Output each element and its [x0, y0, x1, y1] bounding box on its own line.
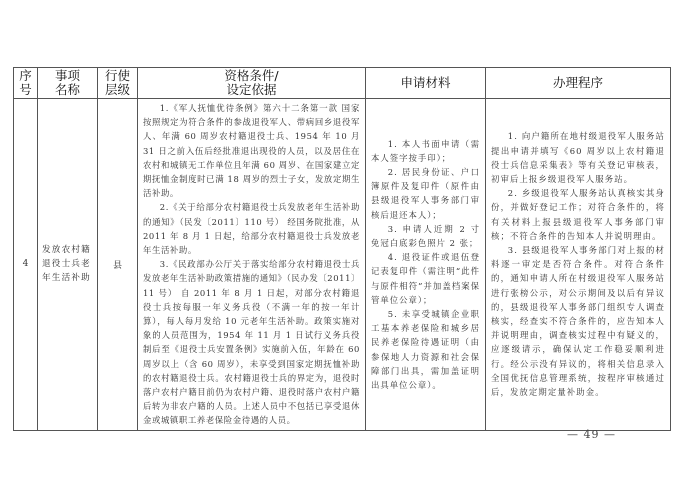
materials-item: 3. 申请人近期 2 寸免冠白底彩色照片 2 张； [371, 223, 480, 248]
row-level: 县 [98, 99, 138, 431]
header-item-name [38, 68, 98, 99]
header-seq-line1: 序 [19, 68, 32, 83]
header-level-line1: 行使 [104, 68, 130, 83]
materials-item: 2. 居民身份证、户口簿原件及复印件（原件由县级退役军人事务部门审核后退还本人）； [371, 166, 480, 220]
procedure-step: 2. 乡级退役军人服务站认真核实其身份，并做好登记工作；对符合条件的，将有关材料上报县级退役军人事务部门审核；不符合条件的告知本人并说明理由。 [491, 188, 665, 241]
basis-paragraph: 3.《民政部办公厅关于落实给部分农村籍退役士兵发放老年生活补助政策措施的通知》（民办发〔2011〕11 号） 自 2011 年 8 月 1 日起，对部分农村籍退役士兵按每服一年义务兵役（不满一年的按一年计算），每人每月发给 10 元老年生活补助。政策实施对象的人员范围为，1954 年 11 月 1 日试行义务兵役制后至《退役士兵安置条例》实施前入伍，年龄在 60 周岁以上（含 60 周岁），未享受到国家定期抚恤补助的农村籍退役士兵。农村籍退役士兵的界定为，退役时落户农村户籍目前仍为农村户籍、退役时落户农村户籍后转为非农户籍的人员。上述人员中不包括已享受退休金或城镇职工养老保险金待遇的人员。 [143, 259, 360, 426]
table-row [14, 99, 671, 431]
header-basis [138, 68, 366, 99]
materials-item: 4. 退役证件或退伍登记表复印件（需注明“此件与原件相符”并加盖档案保管单位公章）； [371, 252, 480, 305]
header-item-line1: 事项 [54, 68, 80, 83]
header-seq-line2: 号 [19, 82, 32, 97]
row-procedure [486, 99, 671, 431]
header-procedure: 办理程序 [486, 68, 671, 99]
header-basis-line2: 设定依据 [226, 82, 277, 97]
row-basis [138, 99, 366, 431]
row-item-name [38, 99, 98, 431]
header-seq [14, 68, 38, 99]
procedure-step: 3. 县级退役军人事务部门对上报的材料逐一审定是否符合条件。对符合条件的，通知申请人所在村级退役军人服务站进行张榜公示，对公示期间及以后有异议的，县级退役军人事务部门组织专人调查核实，经查实不符合条件的，应告知本人并说明理由，调查核实过程中有疑义的，应逐级请示，确保认定工作稳妥顺利进行。经公示没有异议的，将相关信息录入全国优抚信息管理系统，按程序审核通过后，发放定期定量补助金。 [491, 245, 665, 398]
page-number: — 49 — [567, 428, 616, 441]
header-basis-line1: 资格条件/ [224, 68, 279, 83]
basis-paragraph: 1.《军人抚恤优待条例》第六十二条第一款 国家按照规定为符合条件的参战退役军人、带病回乡退役军人、年满 60 周岁农村籍退役士兵、1954 年 10 月 31 日之前入伍后经批准退出现役的人员，以及居住在农村和城镇无工作单位且年满 60 周岁、在国家建立定期抚恤金制度时已满 18 周岁的烈士子女，发放定期生活补助。 [143, 103, 360, 199]
header-level-line2: 层级 [104, 82, 130, 97]
materials-item: 5. 未享受城镇企业职工基本养老保险和城乡居民养老保险待遇证明（由参保地人力资源和社会保障部门出具，需加盖证明出具单位公章）。 [371, 308, 480, 390]
procedure-step: 1. 向户籍所在地村级退役军人服务站提出申请并填写《60 周岁以上农村籍退役士兵信息采集表》等有关登记审核表，初审后上报乡级退役军人服务站。 [491, 131, 665, 185]
header-materials: 申请材料 [366, 68, 486, 99]
materials-item: 1. 本人书面申请（需本人签字按手印）； [371, 138, 480, 163]
row-materials [366, 99, 486, 431]
basis-paragraph: 2.《关于给部分农村籍退役士兵发放老年生活补助的通知》（民发〔2011〕110 号） 经国务院批准，从 2011 年 8 月 1 日起，给部分农村籍退役士兵发放老年生活补助。 [143, 202, 360, 256]
header-item-line2: 名称 [54, 82, 80, 97]
item-name-text: 发放农村籍退役士兵老年生活补助 [42, 245, 91, 284]
table-header-row [14, 68, 671, 99]
row-seq: 4 [14, 99, 38, 431]
header-level [98, 68, 138, 99]
service-items-table [13, 67, 671, 431]
